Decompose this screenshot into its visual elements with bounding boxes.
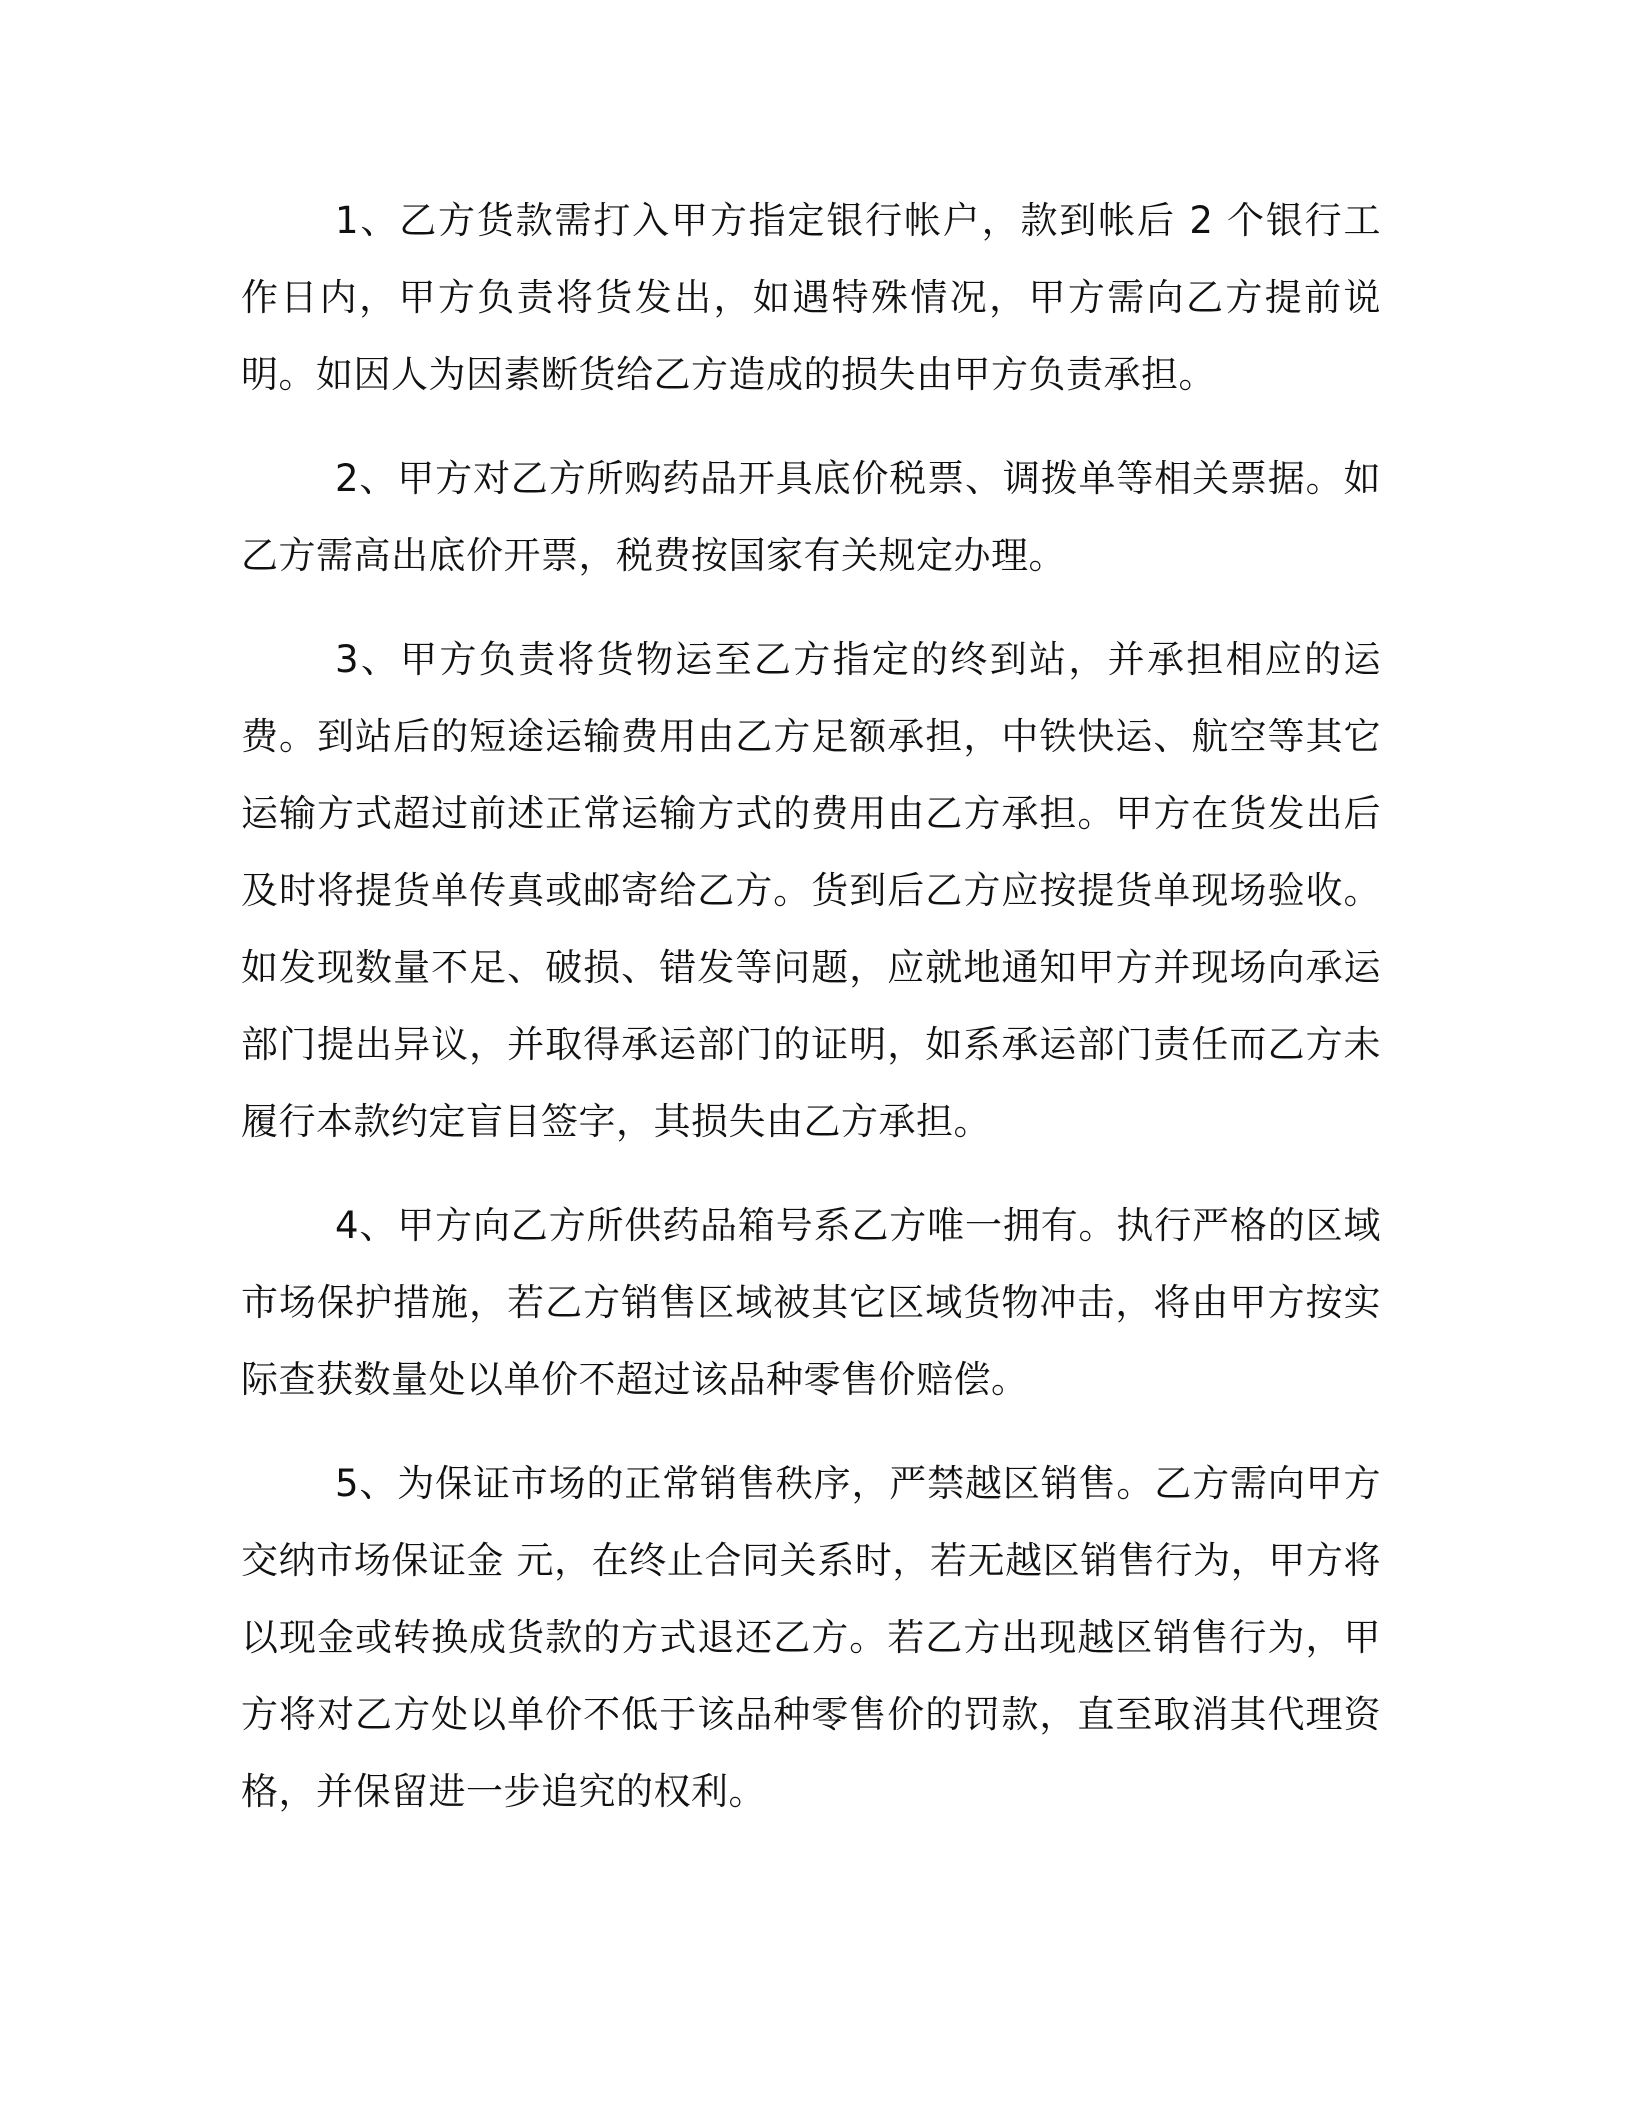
clause-paragraph-2: 2、甲方对乙方所购药品开具底价税票、调拨单等相关票据。如乙方需高出底价开票，税费按国家有关规定办理。 <box>241 457 1381 577</box>
clause-paragraph-3: 3、甲方负责将货物运至乙方指定的终到站，并承担相应的运费。到站后的短途运输费用由乙方足额承担，中铁快运、航空等其它运输方式超过前述正常运输方式的费用由乙方承担。甲方在货发出后及时将提货单传真或邮寄给乙方。货到后乙方应按提货单现场验收。如发现数量不足、破损、错发等问题，应就地通知甲方并现场向承运部门提出异议，并取得承运部门的证明，如系承运部门责任而乙方未履行本款约定盲目签字，其损失由乙方承担。 <box>241 638 1381 1143</box>
clause-paragraph-5: 5、为保证市场的正常销售秩序，严禁越区销售。乙方需向甲方交纳市场保证金 元，在终止合同关系时，若无越区销售行为，甲方将以现金或转换成货款的方式退还乙方。若乙方出现越区销售行为，甲方将对乙方处以单价不低于该品种零售价的罚款，直至取消其代理资格，并保留进一步追究的权利。 <box>241 1462 1381 1813</box>
document-body <box>241 182 1381 1857</box>
clause-paragraph-4: 4、甲方向乙方所供药品箱号系乙方唯一拥有。执行严格的区域市场保护措施，若乙方销售区域被其它区域货物冲击，将由甲方按实际查获数量处以单价不超过该品种零售价赔偿。 <box>241 1204 1381 1401</box>
clause-paragraph-1: 1、乙方货款需打入甲方指定银行帐户，款到帐后 2 个银行工作日内，甲方负责将货发出，如遇特殊情况，甲方需向乙方提前说明。如因人为因素断货给乙方造成的损失由甲方负责承担。 <box>241 199 1381 396</box>
